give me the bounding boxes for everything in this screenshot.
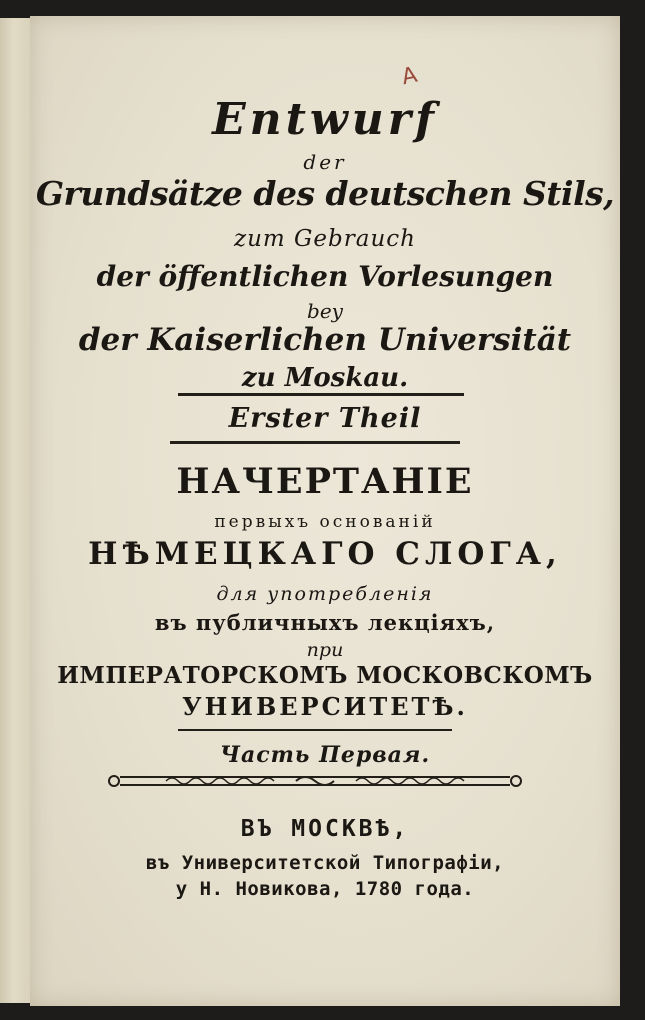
german-line-1: der [303, 150, 347, 174]
russian-line-7: УНИВЕРСИТЕТѢ. [182, 692, 468, 721]
imprint-press: въ Университетской Типографіи, [145, 852, 505, 874]
russian-line-5: при [306, 639, 344, 661]
german-line-6: der Kaiserlichen Universität [78, 322, 572, 358]
imprint-city: ВЪ МОСКВѢ, [240, 816, 410, 842]
german-line-7: zu Moskau. [241, 363, 409, 393]
handwritten-mark: A [399, 62, 420, 91]
german-part: Erster Theil [228, 403, 422, 434]
divider-rule [178, 393, 464, 396]
russian-line-4: въ публичныхъ лекціяхъ, [154, 610, 496, 635]
russian-line-3: для употребленія [216, 583, 434, 605]
german-title: Entwurf [212, 94, 438, 145]
divider-rule [178, 729, 452, 731]
german-line-5: bey [307, 299, 343, 323]
german-line-4: der öffentlichen Vorlesungen [96, 260, 554, 293]
ornamental-rule [106, 770, 524, 792]
russian-line-1: первыхъ основаній [214, 512, 436, 532]
russian-title: НАЧЕРТАНІЕ [176, 461, 474, 502]
russian-line-2: НѢМЕЦКАГО СЛОГА, [88, 536, 562, 572]
divider-rule [170, 441, 460, 444]
russian-part: Часть Первая. [219, 742, 431, 768]
russian-line-6: ИМПЕРАТОРСКОМЪ МОСКОВСКОМЪ [57, 662, 593, 689]
title-page [30, 16, 620, 1006]
imprint-publisher: у Н. Новикова, 1780 года. [175, 878, 475, 900]
german-line-2: Grundsätze des deutschen Stils, [35, 174, 615, 213]
german-line-3: zum Gebrauch [234, 226, 416, 252]
